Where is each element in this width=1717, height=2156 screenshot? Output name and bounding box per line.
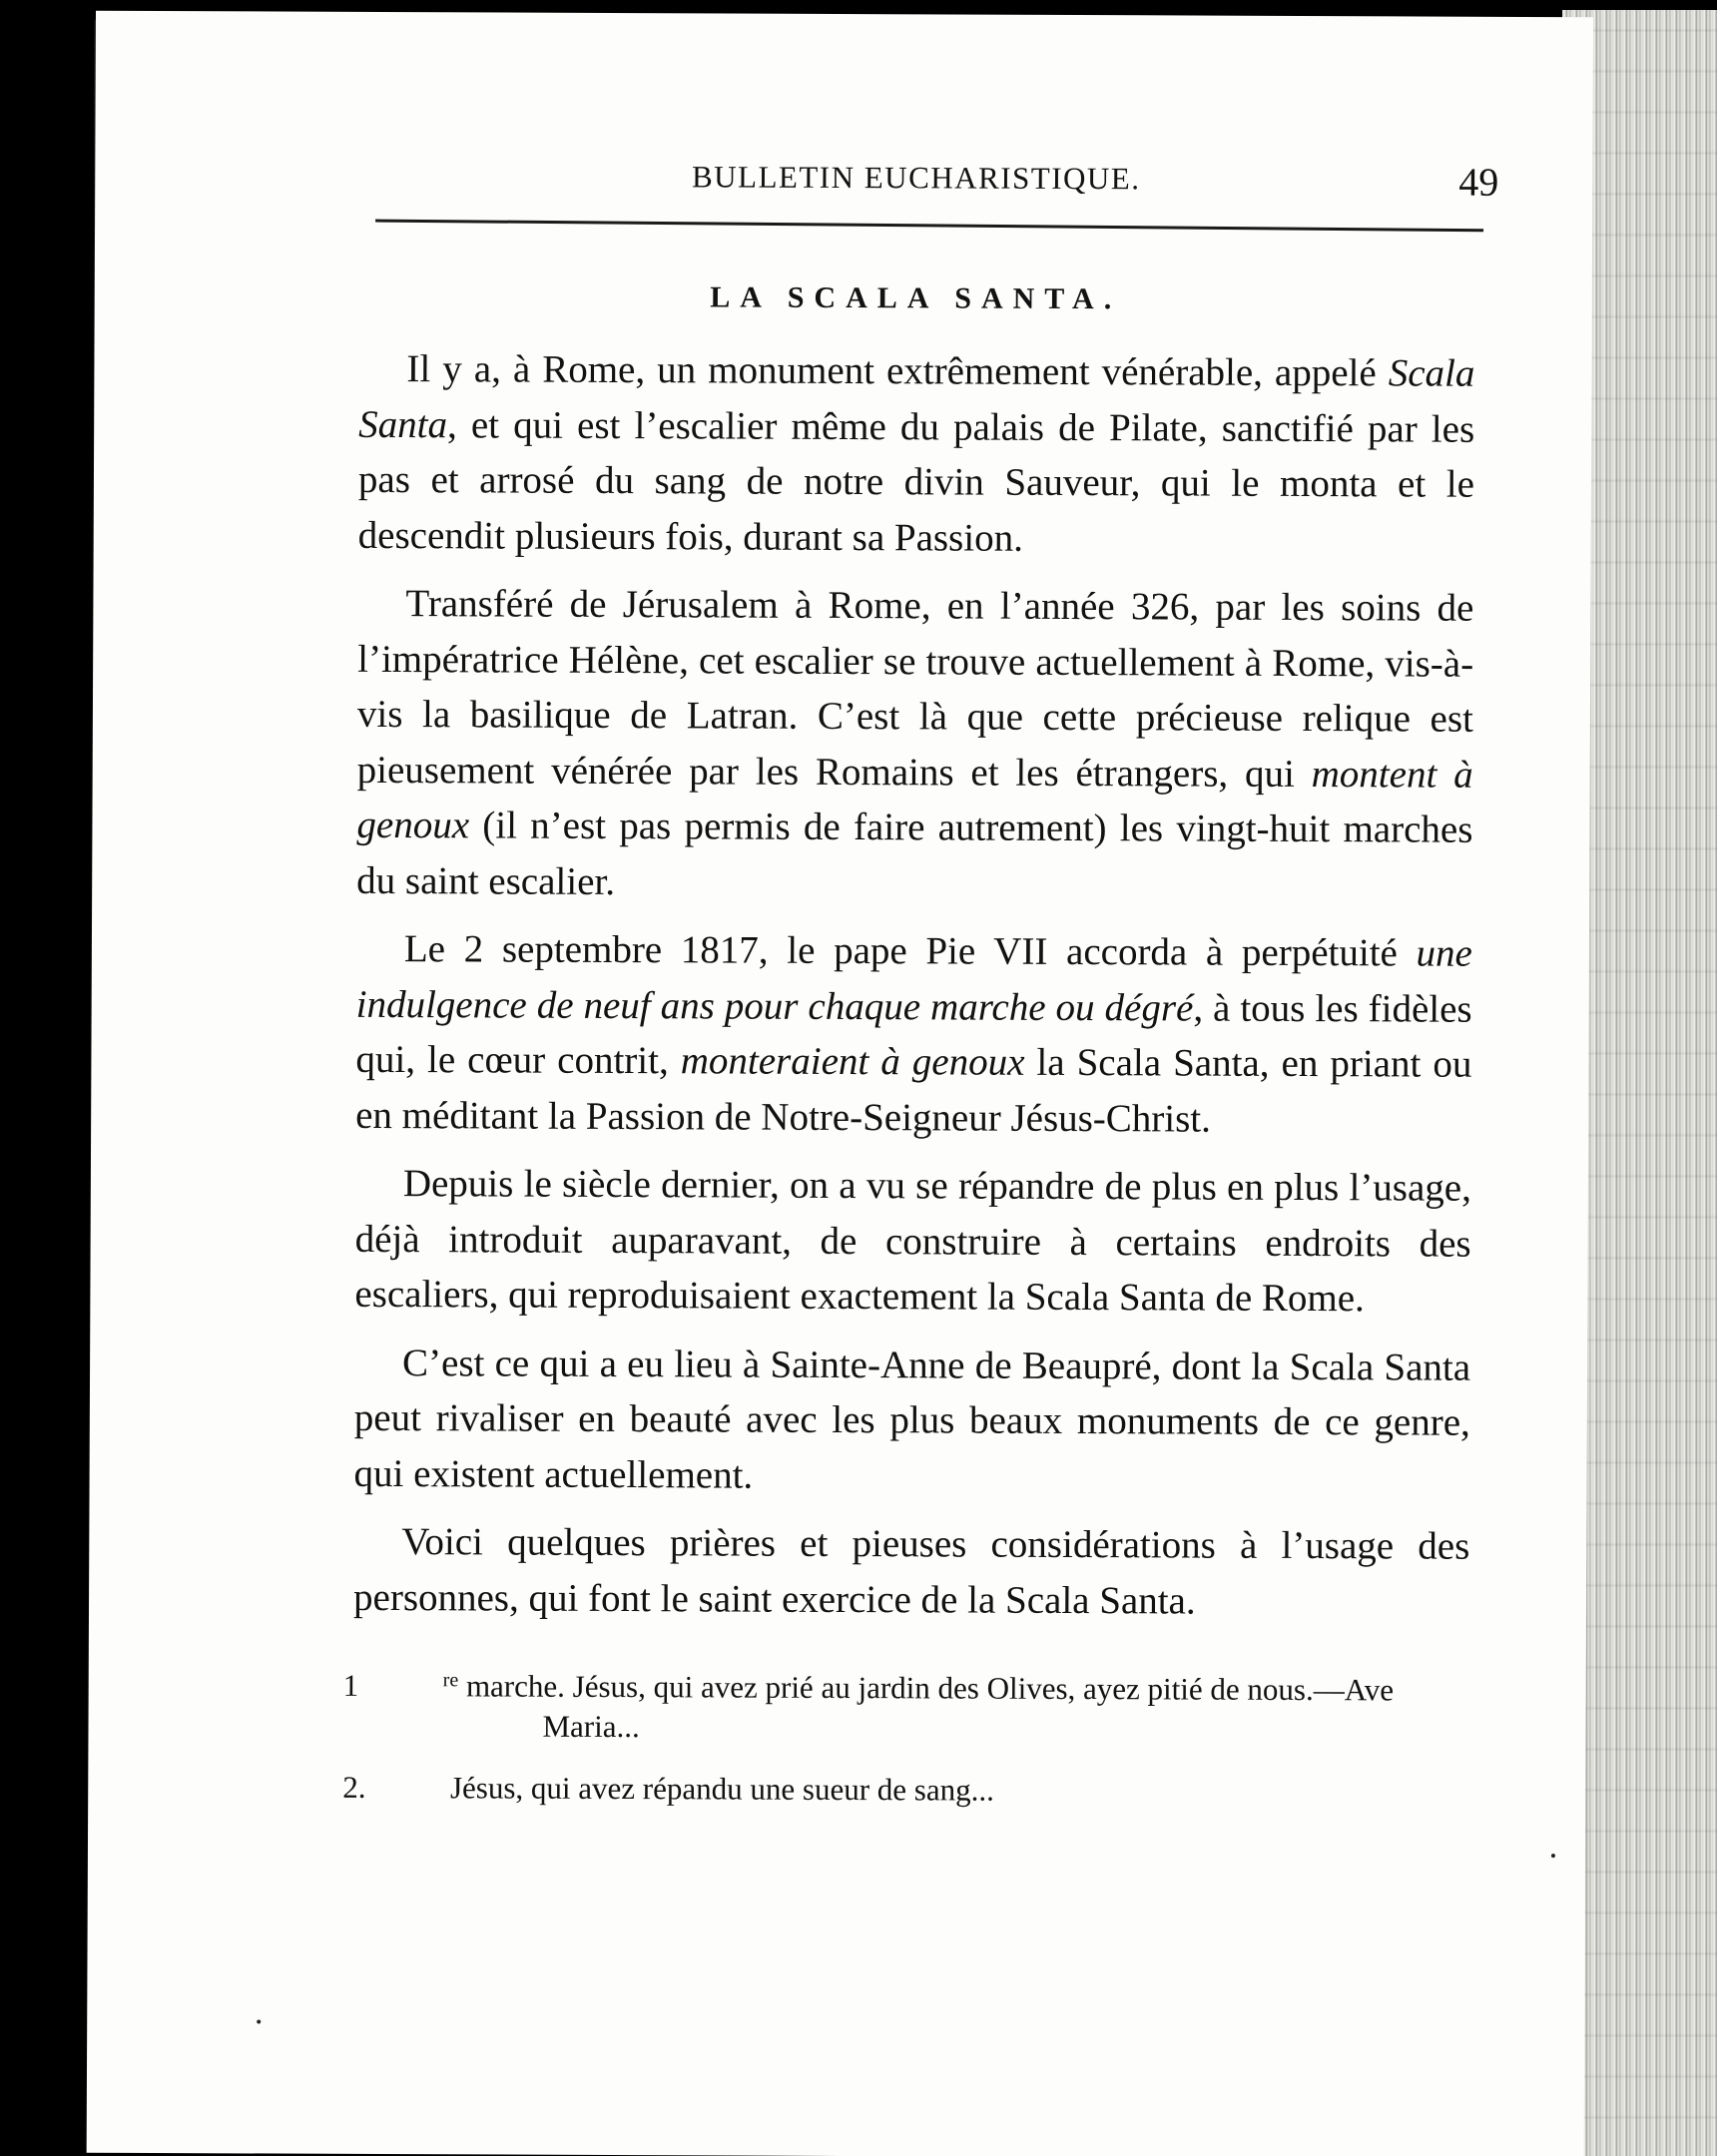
running-head [349,158,1499,205]
paragraph-text: Depuis le siècle dernier, on a vu se répandre de plus en plus l’usage, déjà introduit auparavant, de construire à certains endroits des escaliers, qui reproduisaient exactement la Scala Santa de Rome. [354,1162,1471,1321]
paragraph-text: Le 2 septembre 1817, le pape Pie VII accorda à perpétuité [403,927,1417,975]
print-speck [1551,1854,1555,1858]
steps-list [342,1660,1461,1828]
header-rule [375,220,1483,233]
paragraph-text: , à tous les fidèles qui, le cœur contrit, [355,986,1472,1083]
paragraph-text: Transféré de Jérusalem à Rome, en l’année 326, par les soins de l’impératrice Hélène, cet escalier se trouve actuellement à Rome, vis-à-vis la basilique de Latran. C’est là que cette précieuse relique est pieusement vénérée par les Romains et les étrangers, qui [356,582,1474,796]
step-text: Jésus, qui avez prié au jardin des Olives, ayez pitié de nous.—Ave Maria... [542,1668,1395,1745]
book-page [87,11,1593,2156]
paragraph-text: C’est ce qui a eu lieu à Sainte-Anne de Beaupré, dont la Scala Santa peut rivaliser en beauté avec les plus beaux monuments de ce genre, qui existent actuellement. [353,1341,1471,1497]
page-number: 49 [1458,159,1499,205]
paragraph-text: Il y a, à Rome, un monument extrêmement vénérable, appelé [406,347,1389,395]
running-title: BULLETIN EUCHARISTIQUE. [691,159,1141,197]
emphasis: une indulgence de neuf ans pour chaque marche ou dégré [355,931,1472,1030]
emphasis: montent à genoux [356,752,1473,847]
print-speck [257,2019,261,2023]
paragraph-3 [355,921,1472,1148]
step-label: marche. [458,1668,566,1704]
paragraph-text: Voici quelques prières et pieuses considérations à l’usage des personnes, qui font le saint exercice de la Scala Santa. [352,1520,1470,1623]
step-item [342,1660,1460,1750]
step-text: Jésus, qui avez répandu une sueur de sang... [442,1770,994,1808]
paragraph-text: , et qui est l’escalier même du palais de Pilate, sanctifié par les pas et arrosé du sang de notre divin Sauveur, qui le monta et le descendit plusieurs fois, durant sa Passion. [357,402,1475,560]
paragraph-5 [353,1335,1470,1505]
paragraph-6 [353,1514,1469,1630]
emphasis: monteraient à genoux [680,1039,1025,1084]
paragraph-2 [356,576,1473,913]
emphasis: Scala Santa [358,351,1475,446]
paragraph-text: la Scala Santa, en priant ou en méditant la Passion de Notre-Seigneur Jésus-Christ. [355,1040,1472,1141]
page-content [342,12,1499,1808]
step-item [342,1762,1460,1812]
article-body [353,341,1475,1643]
article-title: LA SCALA SANTA. [710,280,1122,316]
paragraph-1 [358,341,1475,568]
paragraph-4 [354,1156,1471,1327]
step-ordinal: re [442,1669,459,1692]
paragraph-text: (il n’est pas permis de faire autrement) les vingt-huit marches du saint escalier. [356,804,1473,903]
